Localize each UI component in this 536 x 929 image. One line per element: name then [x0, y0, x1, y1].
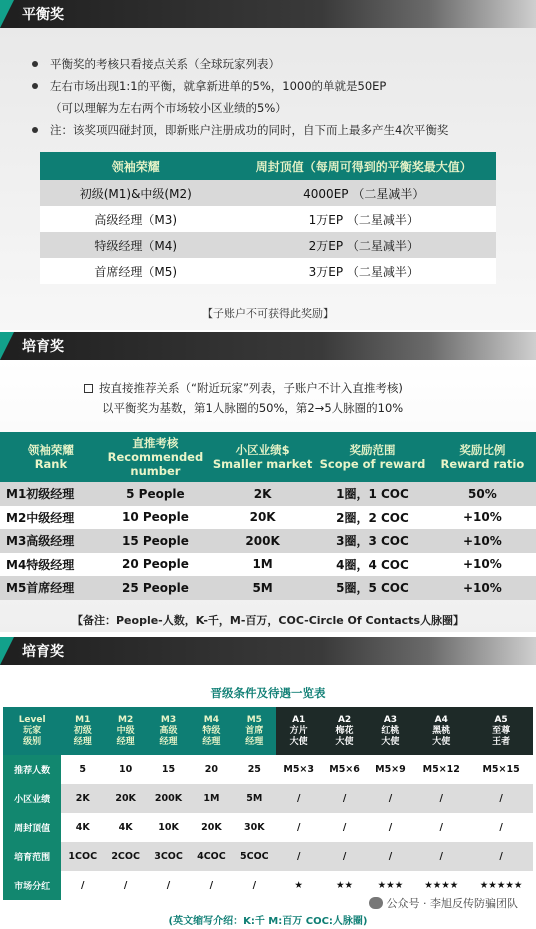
table-row: 推荐人数 5 10 15 20 25 M5×3 M5×6 M5×9 M5×12 M5×15 — [3, 755, 533, 784]
bullet-item: 平衡奖的考核只看接点关系（全球玩家列表） — [32, 53, 532, 75]
table-row: 周封顶值 4K 4K 10K 20K 30K / / / / / — [3, 813, 533, 842]
table-row: M5首席经理 25 People 5M 5圈，5 COC +10% — [0, 576, 536, 600]
bullet-item: 注：该奖项四碰封顶，即新账户注册成功的同时，自下而上最多产生4次平衡奖 — [32, 119, 532, 141]
table-header: 直推考核 Recommended number — [102, 432, 209, 482]
table-header: M4 特级 经理 — [190, 707, 233, 755]
bullet-list — [32, 53, 532, 141]
section-banner-nurture — [0, 332, 536, 360]
table-header: M1 初级 经理 — [61, 707, 104, 755]
table-header: A1 方片 大使 — [276, 707, 322, 755]
table-header: 奖励比例 Reward ratio — [429, 432, 536, 482]
table-header: M2 中级 经理 — [104, 707, 147, 755]
table-header: 奖励范围 Scope of reward — [316, 432, 429, 482]
table-header: M3 高级 经理 — [147, 707, 190, 755]
table-subtitle: 晋级条件及待遇一览表 — [210, 686, 326, 700]
table-row: 培育范围 1COC 2COC 3COC 4COC 5COC / / / / / — [3, 842, 533, 871]
table-header: A5 至尊 王者 — [469, 707, 533, 755]
table-header: 领袖荣耀 — [40, 152, 232, 180]
wechat-icon — [369, 897, 383, 909]
balance-cap-table — [40, 152, 496, 284]
abbreviation-note: 【备注：People-人数，K-千，M-百万，COC-Circle Of Contacts人脉圈】 — [72, 614, 464, 627]
table-row: 高级经理（M3) 1万EP （二星减半） — [40, 206, 496, 232]
table-header: 周封顶值（每周可得到的平衡奖最大值） — [232, 152, 496, 180]
table-row: M4特级经理 20 People 1M 4圈，4 COC +10% — [0, 553, 536, 577]
table-header: Level 玩家 级别 — [3, 707, 61, 755]
table-row: 初级(M1)&中级(M2) 4000EP （二星减半） — [40, 180, 496, 206]
section-banner-promotion — [0, 637, 536, 665]
table-header: 小区业绩$ Smaller market — [209, 432, 316, 482]
promotion-conditions-table — [3, 707, 533, 900]
table-header: A3 红桃 大使 — [368, 707, 414, 755]
table-header: 领袖荣耀 Rank — [0, 432, 102, 482]
sub-account-note: 【子账户不可获得此奖励】 — [202, 307, 334, 320]
rule-line: 以平衡奖为基数，第1人脉圈的50%，第2→5人脉圈的10% — [102, 401, 404, 415]
rule-line: 按直接推荐关系（“附近玩家”列表，子账户不计入直推考核) — [84, 380, 403, 396]
nurture-award-section — [0, 360, 536, 632]
balance-award-section — [0, 28, 536, 330]
section-title: 培育奖 — [22, 644, 64, 660]
table-header: A2 梅花 大使 — [322, 707, 368, 755]
bullet-item-continued: （可以理解为左右两个市场较小区业绩的5%） — [50, 101, 287, 115]
section-title: 培育奖 — [22, 339, 64, 355]
table-row: M1初级经理 5 People 2K 1圈，1 COC 50% — [0, 482, 536, 506]
table-row: 首席经理（M5) 3万EP （二星减半） — [40, 258, 496, 284]
table-row: 特级经理（M4) 2万EP （二星减半） — [40, 232, 496, 258]
checkbox-icon — [84, 384, 93, 393]
table-header: M5 首席 经理 — [233, 707, 276, 755]
nurture-rank-table — [0, 432, 536, 600]
promotion-table-section — [0, 665, 536, 929]
table-row: 市场分红 / / / / / ★ ★★ ★★★ ★★★★ ★★★★★ — [3, 871, 533, 900]
table-row: M2中级经理 10 People 20K 2圈，2 COC +10% — [0, 506, 536, 530]
watermark: 公众号 · 李旭反传防骗团队 — [369, 895, 519, 911]
abbreviation-note: (英文缩写介绍：K:千 M:百万 COC:人脉圈) — [168, 916, 368, 927]
table-header: A4 黑桃 大使 — [413, 707, 469, 755]
bullet-item: 左右市场出现1:1的平衡，就拿新进单的5%，1000的单就是50EP — [32, 75, 532, 97]
section-title: 平衡奖 — [22, 7, 64, 23]
table-row: M3高级经理 15 People 200K 3圈，3 COC +10% — [0, 529, 536, 553]
section-banner-balance — [0, 0, 536, 28]
table-row: 小区业绩 2K 20K 200K 1M 5M / / / / / — [3, 784, 533, 813]
